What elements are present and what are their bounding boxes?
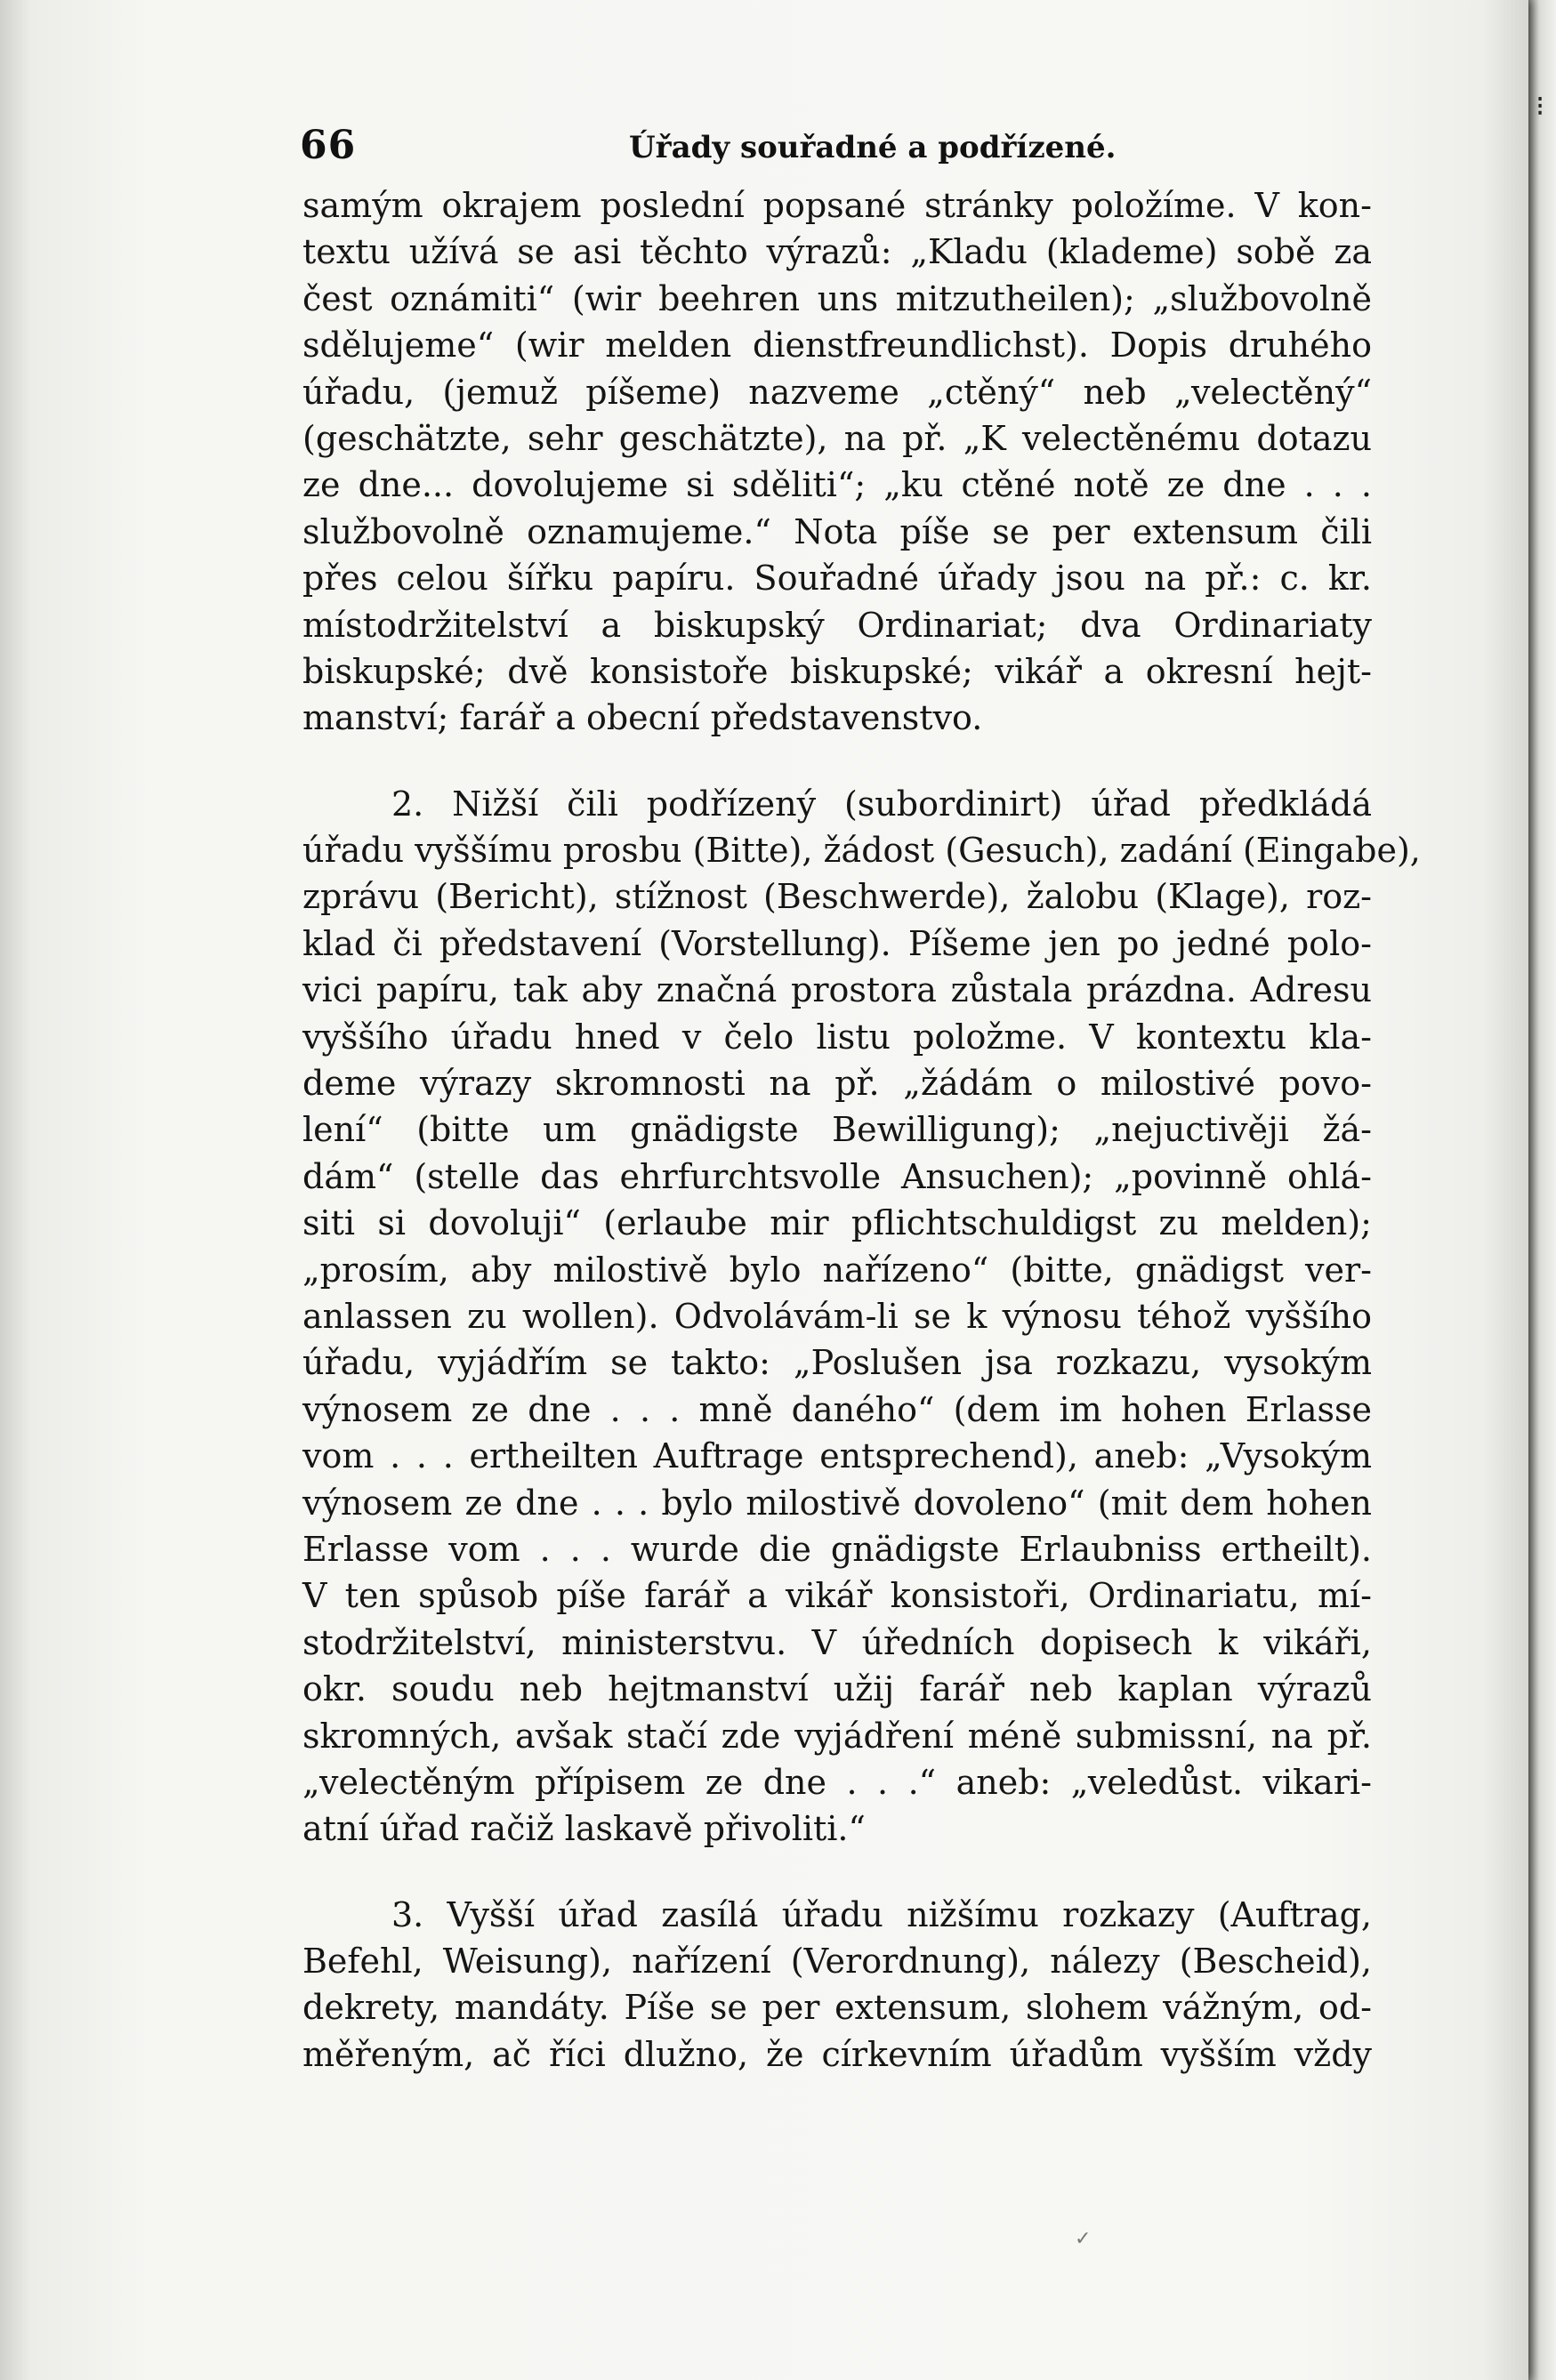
text-line: službovolně oznamujeme.“ Nota píše se per extensum čili — [302, 511, 1372, 551]
page-header — [300, 123, 1375, 176]
body-text — [302, 182, 1421, 2078]
text-line: siti si dovoluji“ (erlaube mir pflichtschuldigst zu melden); — [302, 1203, 1372, 1243]
text-line: přes celou šířku papíru. Souřadné úřady jsou na př.: c. kr. — [302, 559, 1372, 599]
paragraph-1 — [302, 182, 1372, 742]
text-line: dekrety, mandáty. Píše se per extensum, slohem vážným, od- — [302, 1988, 1372, 2028]
text-line: (geschätzte, sehr geschätzte), na př. „K velectěnému dotazu — [302, 418, 1372, 458]
text-line: atní úřad račiž laskavě přivoliti.“ — [302, 1809, 866, 1849]
running-title: Úřady souřadné a podřízené. — [629, 130, 1117, 165]
scan-edge-mark: ⁝ — [1536, 89, 1545, 123]
text-line: výnosem ze dne . . . mně daného“ (dem im hohen Erlasse — [302, 1389, 1372, 1429]
text-line: vici papíru, tak aby značná prostora zůstala prázdna. Adresu — [302, 970, 1372, 1010]
paragraph-gap — [302, 742, 1372, 781]
text-line: biskupské; dvě konsistoře biskupské; vikář a okresní hejt- — [302, 651, 1372, 691]
paper-blemish: ✓ — [1075, 2228, 1092, 2250]
text-line: měřeným, ač říci dlužno, že církevním úřadům vyšším vždy — [302, 2034, 1372, 2074]
text-line: deme výrazy skromnosti na př. „žádám o milostivé povo- — [302, 1064, 1372, 1104]
text-line: dám“ (stelle das ehrfurchtsvolle Ansuchen); „povinně ohlá- — [302, 1156, 1372, 1196]
paragraph-3 — [302, 1892, 1372, 2078]
text-line: manství; farář a obecní představenstvo. — [302, 698, 983, 738]
text-line: 3. Vyšší úřad zasílá úřadu nižšímu rozkazy (Auftrag, — [391, 1894, 1372, 1934]
text-line: „prosím, aby milostivě bylo nařízeno“ (bitte, gnädigst ver- — [302, 1250, 1372, 1290]
text-line: stodržitelství, ministerstvu. V úředních dopisech k vikáři, — [302, 1622, 1372, 1662]
text-line: okr. soudu neb hejtmanství užij farář neb kaplan výrazů — [302, 1669, 1372, 1709]
text-line: V ten spůsob píše farář a vikář konsistoři, Ordinariatu, mí- — [302, 1576, 1372, 1616]
text-line: vyššího úřadu hned v čelo listu položme. V kontextu kla- — [302, 1017, 1372, 1057]
text-line: sdělujeme“ (wir melden dienstfreundlichst). Dopis druhého — [302, 326, 1372, 366]
text-line: „velectěným přípisem ze dne . . .“ aneb: „veledůst. vikari- — [302, 1762, 1372, 1802]
next-page-edge — [1528, 0, 1556, 2380]
text-line: anlassen zu wollen). Odvolávám-li se k výnosu téhož vyššího — [302, 1296, 1372, 1336]
text-line: úřadu vyššímu prosbu (Bitte), žádost (Gesuch), zadání (Eingabe), — [302, 831, 1421, 871]
text-line: Erlasse vom . . . wurde die gnädigste Erlaubniss ertheilt). — [302, 1529, 1372, 1569]
text-line: ze dne... dovolujeme si sděliti“; „ku ctěné notě ze dne . . . — [302, 465, 1372, 505]
text-line: samým okrajem poslední popsané stránky položíme. V kon- — [302, 186, 1372, 225]
text-line: 2. Nižší čili podřízený (subordinirt) úřad předkládá — [391, 784, 1372, 824]
text-line: úřadu, (jemuž píšeme) nazveme „ctěný“ neb „velectěný“ — [302, 372, 1372, 412]
text-line: Befehl, Weisung), nařízení (Verordnung), nálezy (Bescheid), — [302, 1942, 1372, 1982]
text-line: textu užívá se asi těchto výrazů: „Kladu (klademe) sobě za — [302, 232, 1372, 272]
text-line: klad či představení (Vorstellung). Píšeme jen po jedné polo- — [302, 923, 1372, 963]
paragraph-gap — [302, 1853, 1372, 1892]
paragraph-2 — [302, 781, 1421, 1853]
text-line: čest oznámiti“ (wir beehren uns mitzutheilen); „službovolně — [302, 278, 1372, 318]
text-line: místodržitelství a biskupský Ordinariat; dva Ordinariaty — [302, 605, 1372, 645]
text-line: úřadu, vyjádřím se takto: „Poslušen jsa rozkazu, vysokým — [302, 1343, 1372, 1383]
text-line: skromných, avšak stačí zde vyjádření méně submissní, na př. — [302, 1716, 1372, 1756]
text-line: výnosem ze dne . . . bylo milostivě dovoleno“ (mit dem hohen — [302, 1483, 1372, 1523]
text-line: zprávu (Bericht), stížnost (Beschwerde), žalobu (Klage), roz- — [302, 877, 1372, 917]
text-line: vom . . . ertheilten Auftrage entsprechend), aneb: „Vysokým — [302, 1436, 1372, 1476]
text-line: lení“ (bitte um gnädigste Bewilligung); „nejuctivěji žá- — [302, 1110, 1372, 1150]
page-number: 66 — [300, 123, 357, 168]
